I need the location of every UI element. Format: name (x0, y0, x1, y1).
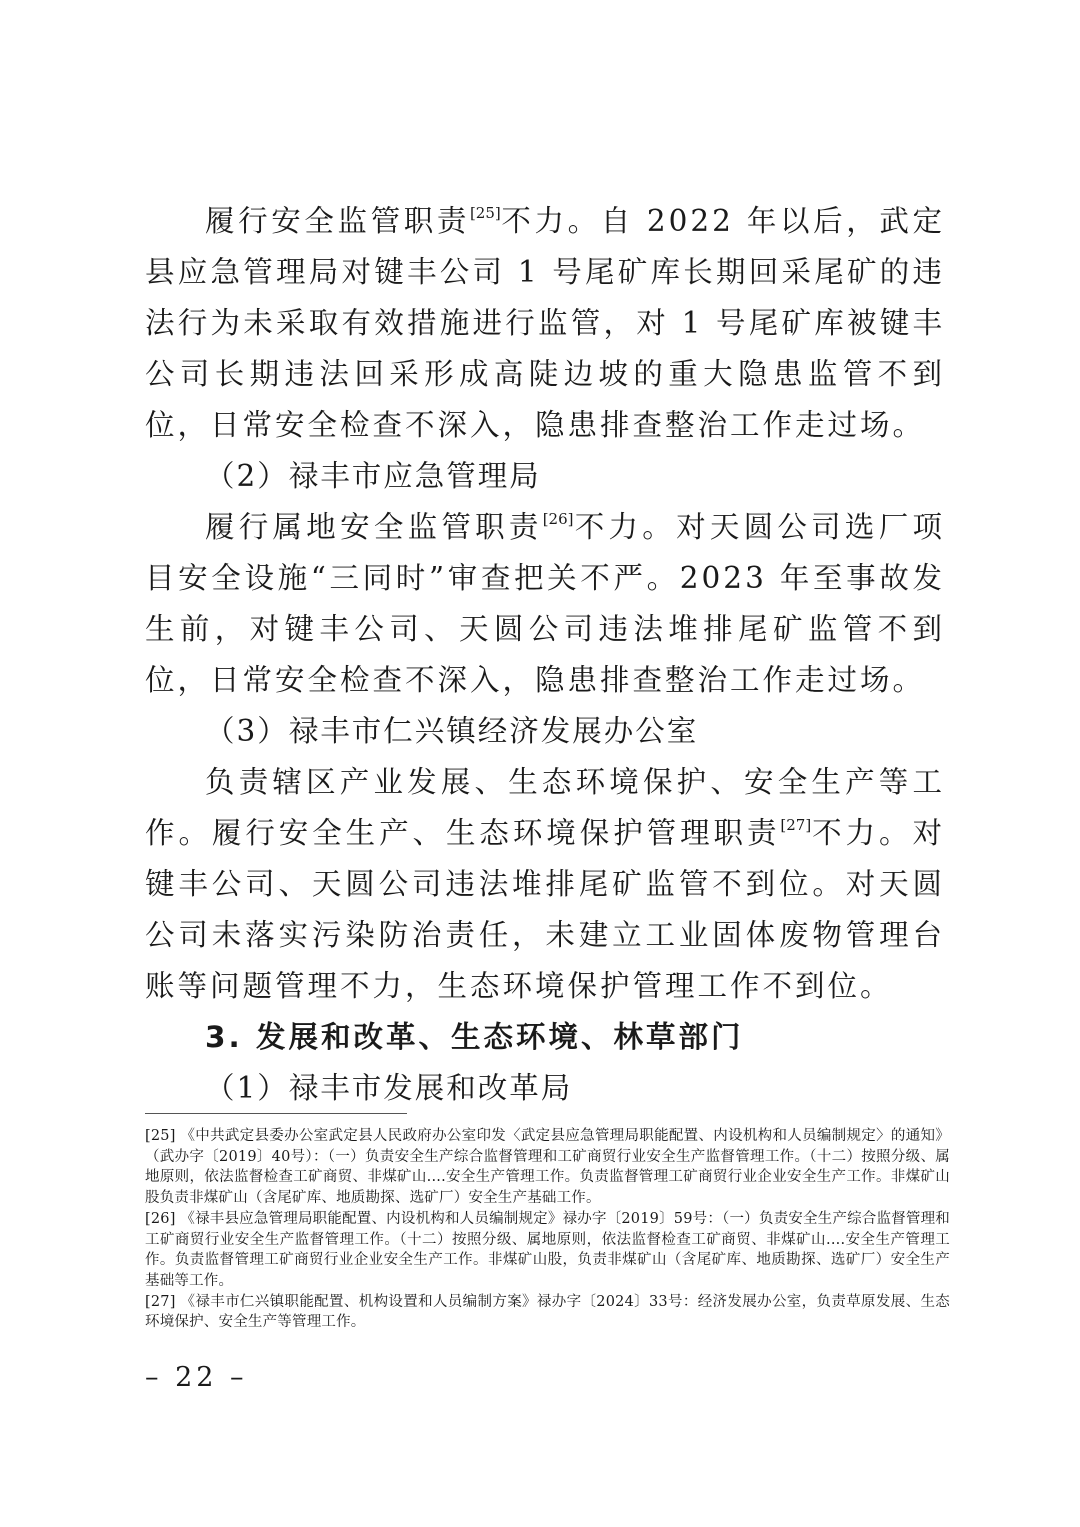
section-heading-3: （3）禄丰市仁兴镇经济发展办公室 (205, 714, 699, 748)
footnote-ref-27[interactable]: [27] (780, 816, 812, 835)
section-heading-3-1: （1）禄丰市发展和改革局 (205, 1071, 573, 1105)
footnote-25: [25] 《中共武定县委办公室武定县人民政府办公室印发〈武定县应急管理局职能配置、内设机构和人员编制规定〉的通知》（武办字〔2019〕40号）：（一）负责安全生产综合监督管理和工矿商贸行业安全生产监督管理工作。（十二）按照分级、属地原则，依法监督检查工矿商贸、非煤矿山....安全生产管理工作。负责监督管理工矿商贸行业企业安全生产工作。非煤矿山股负责非煤矿山（含尾矿库、地质勘探、选矿厂）安全生产基础工作。 (145, 1128, 950, 1207)
footnotes (145, 1126, 950, 1333)
paragraph-1: 履行安全监管职责[25]不力。自 2022 年以后，武定县应急管理局对键丰公司 1 号尾矿库长期回采尾矿的违法行为未采取有效措施进行监管，对 1 号尾矿库被键丰公司长期违法回采形成高陡边坡的重大隐患监管不到位，日常安全检查不深入，隐患排查整治工作走过场。 (145, 204, 945, 442)
footnote-27: [27] 《禄丰市仁兴镇职能配置、机构设置和人员编制方案》禄办字〔2024〕33号：经济发展办公室，负责草原发展、生态环境保护、安全生产等管理工作。 (145, 1293, 950, 1331)
paragraph-3: 负责辖区产业发展、生态环境保护、安全生产等工作。履行安全生产、生态环境保护管理职责[27]不力。对键丰公司、天圆公司违法堆排尾矿监管不到位。对天圆公司未落实污染防治责任，未建立工业固体废物管理台账等问题管理不力，生态环境保护管理工作不到位。 (145, 765, 945, 1003)
body-text (145, 196, 945, 1114)
footnote-divider (145, 1113, 407, 1114)
paragraph-2: 履行属地安全监管职责[26]不力。对天圆公司选厂项目安全设施“三同时”审查把关不严。2023 年至事故发生前，对键丰公司、天圆公司违法堆排尾矿监管不到位，日常安全检查不深入，隐患排查整治工作走过场。 (145, 510, 945, 697)
page-number: – 22 – (145, 1362, 248, 1393)
footnote-ref-26[interactable]: [26] (542, 510, 574, 529)
section-heading-main-3: 3. 发展和改革、生态环境、林草部门 (205, 1020, 744, 1054)
footnote-26: [26] 《禄丰县应急管理局职能配置、内设机构和人员编制规定》禄办字〔2019〕59号：（一）负责安全生产综合监督管理和工矿商贸行业安全生产监督管理工作。（十二）按照分级、属地原则，依法监督检查工矿商贸、非煤矿山....安全生产管理工作。负责监督管理工矿商贸行业企业安全生产工作。非煤矿山股，负责非煤矿山（含尾矿库、地质勘探、选矿厂）安全生产基础等工作。 (145, 1210, 950, 1289)
footnote-ref-25[interactable]: [25] (469, 204, 501, 223)
section-heading-2: （2）禄丰市应急管理局 (205, 459, 541, 493)
